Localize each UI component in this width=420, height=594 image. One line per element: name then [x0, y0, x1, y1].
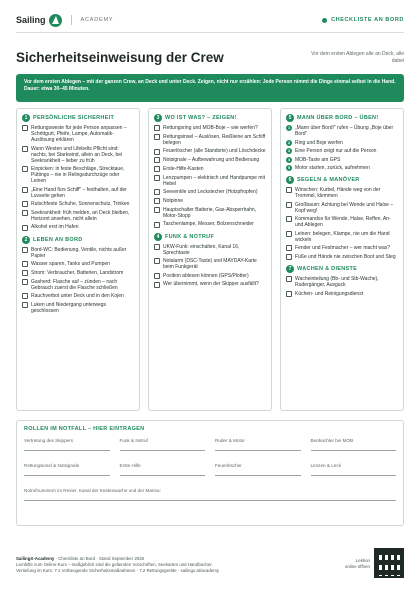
- checkbox-icon[interactable]: [154, 222, 160, 228]
- item-text: Hauptschalter Batterie, Gas-Absperrhahn, Motor-Stopp: [163, 206, 257, 219]
- checkbox-icon[interactable]: [22, 279, 28, 285]
- checkbox-icon[interactable]: [286, 231, 292, 237]
- checkbox-icon[interactable]: [286, 187, 292, 193]
- item-text: Lenzpumpen – elektrisch und Handpumpe mit Hebel: [163, 174, 266, 187]
- checklist-item[interactable]: [22, 261, 134, 267]
- checkbox-icon[interactable]: [154, 258, 160, 264]
- item-text: Fender und Festmacher – wer macht was?: [295, 245, 391, 251]
- item-text: Füße und Hände nie zwischen Boot und Steg: [295, 253, 396, 260]
- checklist-item[interactable]: [22, 125, 134, 143]
- checkbox-icon[interactable]: [22, 210, 28, 216]
- section-header-4: [154, 233, 266, 241]
- item-text: Position ablesen können (GPS/Plotter): [163, 272, 249, 279]
- step-item: [286, 148, 398, 154]
- column-2: [148, 108, 272, 411]
- item-text: Wasser sparen, Tanks und Pumpen: [31, 261, 110, 268]
- checkbox-icon[interactable]: [22, 225, 28, 231]
- checklist-item[interactable]: [22, 146, 134, 164]
- section-number: 7: [286, 265, 294, 273]
- footer-meta: · Checkliste an Bord · Stand September 2026: [54, 556, 145, 561]
- section-title: MANN ÜBER BORD – ÜBEN!: [297, 115, 379, 121]
- footer-line-3: Vertiefung im Kurs: 7.1 Vorbeugende Sicherheitsmaßnahmen · 7.2 Rettungsgeräte · sailingx.at/academy: [16, 568, 220, 573]
- role-field-helm[interactable]: Ruder & Motor: [215, 438, 301, 451]
- item-text: Notsignale – Aufbewahrung und Bedienung: [163, 157, 260, 164]
- role-field-skipper-deputy[interactable]: Vertretung des Skippers: [24, 438, 110, 451]
- step-number-icon: 4: [287, 157, 291, 162]
- footer-text: [16, 556, 276, 574]
- checklist-item[interactable]: [286, 254, 398, 260]
- step-number-icon: 2: [287, 140, 291, 145]
- checkbox-icon[interactable]: [22, 302, 28, 308]
- checkbox-icon[interactable]: [154, 175, 160, 181]
- qr-label-line-1: Lektion: [355, 558, 370, 563]
- section-number: 6: [286, 176, 294, 184]
- checklist-item[interactable]: [154, 125, 266, 131]
- step-item: [286, 165, 398, 171]
- checklist-item[interactable]: [22, 224, 134, 230]
- item-text: Notpinne: [163, 197, 184, 204]
- page-subtitle: Vor dem ersten Ablegen alle an Deck, alle dabei: [311, 51, 404, 64]
- item-text: Notalarm (DSC-Taste) und MAYDAY-Karte beim Funkgerät: [163, 258, 257, 271]
- item-text: Rutschfeste Schuhe, Sonnenschutz, Trinken: [31, 201, 130, 207]
- section-title: SEGELN & MANÖVER: [297, 177, 360, 183]
- item-text: Winschen: Kurbel, Hände weg von der Trommel, klemmen: [295, 187, 381, 199]
- checkbox-icon[interactable]: [22, 187, 28, 193]
- checkbox-icon[interactable]: [154, 157, 160, 163]
- section-title: LEBEN AN BORD: [33, 236, 83, 243]
- checkbox-icon[interactable]: [286, 245, 292, 251]
- checkbox-icon[interactable]: [286, 291, 292, 297]
- footer-line-2: Lernhilfe zum Online-Kurs – maßgeblich sind die geltenden Vorschriften, Seekarten und Handbücher.: [16, 562, 213, 567]
- checklist-item[interactable]: [154, 166, 266, 172]
- checklist-item[interactable]: [286, 216, 398, 228]
- checklist-item[interactable]: [154, 198, 266, 204]
- checkbox-icon[interactable]: [22, 201, 28, 207]
- header-divider: [16, 32, 404, 33]
- section-header-6: [286, 176, 398, 184]
- item-text: Alkohol erst im Hafen: [31, 224, 79, 231]
- item-text: Wann Westen und Lifebelts Pflicht sind: nachts, bei Starkwind, allein an Deck, bei Seekrankheit – lieber zu früh: [31, 145, 123, 164]
- checklist-badge-label: CHECKLISTE AN BORD: [331, 17, 404, 23]
- emergency-roles-box: [16, 420, 404, 526]
- checklist-item[interactable]: [286, 231, 398, 243]
- checkbox-icon[interactable]: [154, 134, 160, 140]
- checklist-item[interactable]: [154, 189, 266, 195]
- checklist-item[interactable]: [22, 279, 134, 291]
- checklist-item[interactable]: [154, 157, 266, 163]
- footer-brand: SailingX-Academy: [16, 556, 55, 561]
- page-title: Sicherheitseinweisung der Crew: [16, 50, 224, 65]
- step-item: [286, 140, 398, 146]
- role-field-liferaft[interactable]: Rettungsinsel & Notsignale: [24, 463, 110, 476]
- checklist-item[interactable]: [154, 244, 266, 256]
- checkbox-icon[interactable]: [154, 125, 160, 131]
- section-title: FUNK & NOTRUF: [165, 233, 215, 240]
- item-text: Rettungsinsel – Auslösen, Reißleine am Schiff belegen: [163, 133, 266, 146]
- checkbox-icon[interactable]: [22, 247, 28, 253]
- brand-name: Sailing: [16, 15, 46, 25]
- checklist-item[interactable]: [22, 302, 134, 314]
- sail-logo-icon: [49, 14, 62, 27]
- item-text: Rettungsring und MOB-Boje – wie werfen?: [163, 125, 258, 131]
- item-text: „Eine Hand fürs Schiff“ – festhalten, auf der Luvseite gehen: [31, 186, 127, 199]
- checklist-item[interactable]: [154, 175, 266, 187]
- column-3: [280, 108, 404, 411]
- item-text: Rauchverbot unter Deck und in den Kojen: [31, 293, 124, 300]
- section-number: 5: [286, 114, 294, 122]
- item-text: Taschenlampe, Messer, Bolzenschneider: [163, 221, 254, 228]
- section-number: 1: [22, 114, 30, 122]
- checklist-item[interactable]: [154, 148, 266, 154]
- section-title: WACHEN & DIENSTE: [297, 266, 358, 273]
- checkbox-icon[interactable]: [286, 254, 292, 260]
- item-text: Großbaum: Achtung bei Wende und Halse – Kopf weg!: [295, 201, 394, 214]
- checkbox-icon[interactable]: [22, 270, 28, 276]
- emergency-title: ROLLEN IM NOTFALL – HIER EINTRAGEN: [24, 426, 145, 432]
- checklist-item[interactable]: [154, 207, 266, 219]
- section-number: 2: [22, 236, 30, 244]
- item-text: MOB-Taste am GPS: [295, 156, 341, 163]
- checklist-item[interactable]: [22, 293, 134, 299]
- checklist-item[interactable]: [286, 202, 398, 214]
- item-text: Bord-WC: Bedienung, Ventile, nichts außer Papier: [31, 246, 127, 259]
- section-header-2: [22, 236, 134, 244]
- checkbox-icon[interactable]: [286, 276, 292, 282]
- step-number-icon: 5: [287, 166, 291, 170]
- checklist-item[interactable]: [22, 201, 134, 207]
- item-text: Luken und Niedergang unterwegs geschlossen: [31, 301, 107, 314]
- section-header-3: [154, 114, 266, 122]
- role-field-radio[interactable]: Funk & Notruf: [120, 438, 206, 451]
- item-text: Motor starten, zurück, aufnehmen: [295, 165, 370, 171]
- item-text: Feuerlöscher (alle Standorte) und Löschdecke: [163, 148, 266, 155]
- section-number: 4: [154, 233, 162, 241]
- checkbox-icon[interactable]: [154, 149, 160, 155]
- checkbox-icon[interactable]: [154, 198, 160, 204]
- qr-label-line-2: online öffnen: [344, 564, 370, 569]
- checklist-badge: [322, 17, 404, 23]
- checkbox-icon[interactable]: [22, 166, 28, 172]
- checklist-item[interactable]: [286, 187, 398, 199]
- checklist-item[interactable]: [154, 273, 266, 279]
- checkbox-icon[interactable]: [154, 282, 160, 288]
- checkbox-icon[interactable]: [22, 261, 28, 267]
- item-text: Einpicken: in feste Beschläge, Strecktaue, Püttings – nie in Relingsdurchzüge oder Leinen: [31, 166, 125, 184]
- checklist-item[interactable]: [22, 210, 134, 222]
- checklist-item[interactable]: [22, 247, 134, 259]
- intro-banner: Vor dem ersten Ablegen – mit der ganzen Crew, an Deck und unter Deck. Zeigen, nicht nur erzählen: Jede Person nimmt die Dinge einmal selbst in die Hand. Dauer: etwa 30–45 Minuten.: [16, 74, 404, 102]
- checkbox-icon[interactable]: [154, 273, 160, 279]
- checkbox-icon[interactable]: [154, 244, 160, 250]
- step-number-icon: 3: [287, 149, 291, 153]
- section-title: WO IST WAS? – ZEIGEN!: [165, 115, 237, 121]
- checklist-item[interactable]: [22, 270, 134, 276]
- item-text: Kommandos für Wende, Halse, Reffen, An- und Ablegen: [295, 216, 391, 228]
- item-text: Erste-Hilfe-Kasten: [163, 165, 204, 172]
- brand-logo[interactable]: [16, 14, 113, 27]
- item-text: UKW-Funk: einschalten, Kanal 16, Sprechtaste: [163, 243, 240, 256]
- checklist-item[interactable]: [154, 281, 266, 287]
- status-dot-icon: [322, 18, 327, 23]
- checklist-item[interactable]: [286, 291, 398, 297]
- role-field-extinguisher[interactable]: Feuerlöscher: [215, 463, 301, 476]
- column-1: [16, 108, 140, 411]
- checkbox-icon[interactable]: [22, 293, 28, 299]
- section-number: 3: [154, 114, 162, 122]
- item-text: Ring und Boje werfen: [295, 139, 343, 146]
- checklist-item[interactable]: [154, 134, 266, 146]
- item-text: Küchen- und Reinigungsdienst: [295, 290, 364, 297]
- checkbox-icon[interactable]: [22, 146, 28, 152]
- section-header-5: [286, 114, 398, 122]
- item-text: Gasherd: Flasche auf – zünden – nach Gebrauch zuerst die Flasche schließen: [31, 278, 118, 291]
- logo-divider: [71, 15, 72, 25]
- role-field-bilge[interactable]: Lenzen & Leck: [311, 463, 397, 476]
- step-number-icon: 1: [287, 126, 291, 130]
- checklist-item[interactable]: [286, 276, 398, 288]
- item-text: Rettungsweste für jede Person anpassen – Schrittgurt, Pfeife, Lampe, Automatik-Auslösung erklären: [31, 125, 127, 143]
- checkbox-icon[interactable]: [154, 189, 160, 195]
- item-text: Seekrankheit: früh melden, an Deck bleiben, Horizont ansehen, nicht allein: [31, 209, 130, 222]
- checklist-item[interactable]: [22, 187, 134, 199]
- item-text: Seeventile und Leckstecher (Holzpfropfen): [163, 189, 258, 196]
- item-text: Wer übernimmt, wenn der Skipper ausfällt?: [163, 281, 259, 288]
- item-text: „Mann über Bord!“ rufen – Übung „Boje über Bord“: [295, 125, 394, 137]
- item-text: Wacheinteilung (Bb- und Stb-Wache), Rudergänger, Ausguck: [295, 276, 379, 289]
- role-field-first-aid[interactable]: Erste Hilfe: [120, 463, 206, 476]
- section-header-7: [286, 265, 398, 273]
- step-item: [286, 125, 398, 137]
- qr-label: [345, 558, 370, 570]
- section-title: PERSÖNLICHE SICHERHEIT: [33, 115, 115, 121]
- checkbox-icon[interactable]: [22, 125, 28, 131]
- checklist-item[interactable]: [22, 166, 134, 184]
- item-text: Strom: Verbraucher, Batterien, Landstrom: [31, 269, 124, 276]
- top-bar: [16, 10, 404, 30]
- checklist-item[interactable]: [286, 245, 398, 251]
- checkbox-icon[interactable]: [154, 207, 160, 213]
- role-field-mob-spotter[interactable]: Beobachter bei MOB: [311, 438, 397, 451]
- checkbox-icon[interactable]: [154, 166, 160, 172]
- footer: [16, 556, 404, 580]
- checklist-item[interactable]: [154, 258, 266, 270]
- checkbox-icon[interactable]: [286, 216, 292, 222]
- item-text: Eine Person zeigt nur auf die Person: [295, 148, 377, 154]
- step-item: [286, 157, 398, 163]
- emergency-numbers-field[interactable]: Notrufnummern im Revier, Kanal der Küstenwache und der Marina:: [24, 488, 396, 501]
- section-header-1: [22, 114, 134, 122]
- emergency-fields: [24, 438, 396, 476]
- brand-sub: ACADEMY: [80, 17, 114, 23]
- item-text: Leinen: belegen, Klampe, nie um die Hand wickeln: [295, 230, 390, 243]
- checkbox-icon[interactable]: [286, 202, 292, 208]
- checklist-item[interactable]: [154, 221, 266, 227]
- qr-code-icon[interactable]: [374, 548, 404, 578]
